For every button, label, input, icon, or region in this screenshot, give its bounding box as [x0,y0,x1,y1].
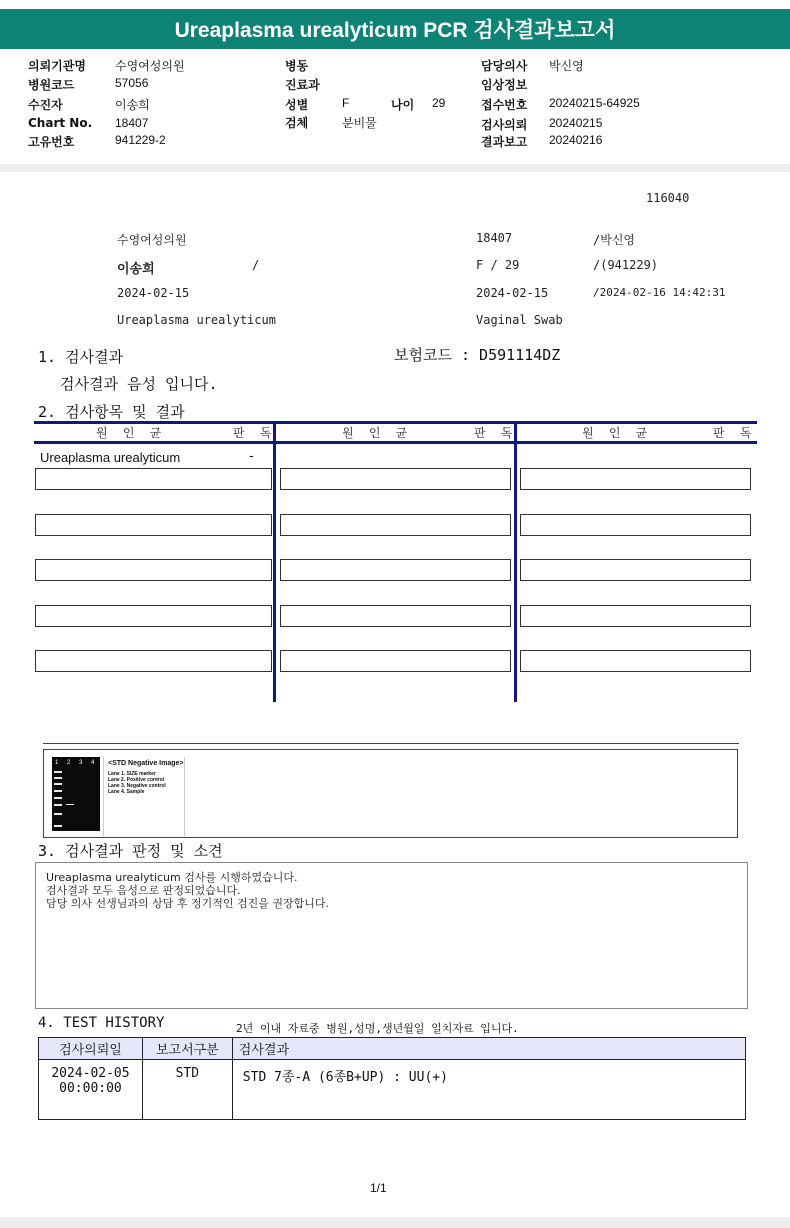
result-slot [280,559,511,581]
gel-band [54,825,62,827]
opinion-line: 담당 의사 선생님과의 상담 후 정기적인 검진을 권장합니다. [46,897,329,910]
section3-title: 3. 검사결과 판정 및 소견 [38,842,223,860]
result-slot [520,650,751,672]
page-bottom-band [0,1217,790,1228]
pi-receipt-date: 2024-02-15 [476,286,549,300]
pi-name: 이송희 [117,262,155,277]
pi-sex-age: F / 29 [476,258,520,272]
hospital-code-value: 57056 [115,76,149,90]
result-slot [35,468,272,490]
history-date: 2024-02-05 [51,1066,130,1081]
result-slot [35,514,272,536]
specimen-value: 분비물 [342,116,377,130]
results-col-divider-1 [273,421,276,702]
hospital-name-label: 의뢰기관명 [28,59,86,73]
history-header-date: 검사의뢰일 [39,1038,143,1060]
gel-caption-line: Lane 1. SIZE marker [108,771,156,777]
opinion-box [35,862,748,1009]
doctor-label: 담당의사 [481,59,528,73]
col-header-pathogen-1: 원 인 균 [96,426,166,440]
receipt-no-label: 접수번호 [481,98,528,112]
image-top-rule [43,743,739,744]
doctor-value: 박신영 [549,59,584,73]
report-label: 결과보고 [481,135,528,149]
result-slot [35,559,272,581]
history-header-type: 보고서구분 [142,1038,232,1060]
result-judgement: - [249,449,254,464]
hospital-name-value: 수영여성의원 [115,59,185,73]
section4-title: 4. TEST HISTORY [38,1015,165,1031]
receipt-no-value: 20240215-64925 [549,96,640,110]
department-label: 진료과 [285,78,320,92]
history-note: 2년 이내 자료중 병원,성명,생년월일 일치자료 입니다. [236,1022,519,1035]
pi-hospital: 수영여성의원 [117,233,187,247]
history-header-result: 검사결과 [232,1038,745,1060]
pi-specimen: Vaginal Swab [476,313,563,327]
history-header-row [39,1038,746,1060]
result-slot [35,650,272,672]
results-header-rule [34,441,757,444]
history-table [38,1037,746,1120]
sex-label: 성별 [285,98,309,112]
report-value: 20240216 [549,133,603,147]
chart-no-label: Chart No. [28,116,93,130]
gel-band [54,804,62,806]
patient-code: 116040 [646,191,690,205]
history-type: STD [142,1060,232,1120]
insurance-code: 보험코드 : D591114DZ [394,346,561,364]
gel-band [54,813,62,815]
ward-label: 병동 [285,59,309,73]
pi-chart-no: 18407 [476,231,513,245]
table-row [39,1060,746,1120]
patient-label: 수진자 [28,98,63,112]
unique-id-value: 941229-2 [115,133,166,147]
history-date-cell [39,1060,143,1120]
lane-number: 3 [79,760,83,766]
gel-band [54,783,62,785]
sex-value: F [342,96,350,110]
pi-name-sep: / [252,258,260,272]
result-pathogen: Ureaplasma urealyticum [40,450,181,465]
patient-value: 이송희 [115,98,150,112]
pi-birth: /(941229) [593,258,659,272]
opinion-line: 검사결과 모두 음성으로 판정되었습니다. [46,884,241,897]
page-number: 1/1 [370,1181,387,1195]
results-col-divider-2 [514,421,517,702]
pi-doctor: /박신영 [593,233,636,247]
pi-request-date: 2024-02-15 [117,286,190,300]
request-value: 20240215 [549,116,603,130]
result-slot [280,650,511,672]
gel-caption-title: <STD Negative Image> [108,760,184,767]
result-slot [280,605,511,627]
lane-number: 2 [67,760,71,766]
lane-number: 4 [91,760,95,766]
age-value: 29 [432,96,446,110]
section1-title: 1. 검사결과 [38,348,124,366]
report-title: Ureaplasma urealyticum PCR 검사결과보고서 [0,9,790,49]
age-label: 나이 [391,98,415,112]
unique-id-label: 고유번호 [28,135,75,149]
history-time: 00:00:00 [59,1081,122,1096]
opinion-line: Ureaplasma urealyticum 검사를 시행하였습니다. [46,871,298,884]
gel-band [54,777,62,779]
result-slot [280,468,511,490]
hospital-code-label: 병원코드 [28,78,75,92]
gel-caption [103,757,185,836]
result-slot [520,468,751,490]
col-header-judgement-3: 판 독 [713,426,756,440]
gel-band-positive [66,804,74,805]
gel-band [54,790,62,792]
section1-result: 검사결과 음성 입니다. [60,375,218,393]
pi-report-datetime: /2024-02-16 14:42:31 [593,286,726,299]
specimen-label: 검체 [285,116,309,130]
gel-electrophoresis-image [52,757,100,831]
pi-test-name: Ureaplasma urealyticum [117,313,276,327]
gel-band [54,771,62,773]
col-header-judgement-1: 판 독 [233,426,276,440]
result-slot [280,514,511,536]
history-result: STD 7종-A (6종B+UP) : UU(+) [232,1060,745,1120]
result-slot [520,559,751,581]
lane-number: 1 [55,760,59,766]
result-slot [520,605,751,627]
col-header-judgement-2: 판 독 [474,426,517,440]
gel-caption-line: Lane 2. Positive control [108,777,165,783]
gel-caption-line: Lane 3. Negative control [108,783,166,789]
col-header-pathogen-2: 원 인 균 [342,426,412,440]
clinical-info-label: 임상정보 [481,78,528,92]
result-slot [520,514,751,536]
chart-no-value: 18407 [115,116,149,130]
header-divider [0,164,790,172]
gel-band [54,797,62,799]
section2-title: 2. 검사항목 및 결과 [38,403,185,421]
col-header-pathogen-3: 원 인 균 [582,426,652,440]
result-slot [35,605,272,627]
request-label: 검사의뢰 [481,118,528,132]
gel-caption-line: Lane 4. Sample [108,789,145,795]
